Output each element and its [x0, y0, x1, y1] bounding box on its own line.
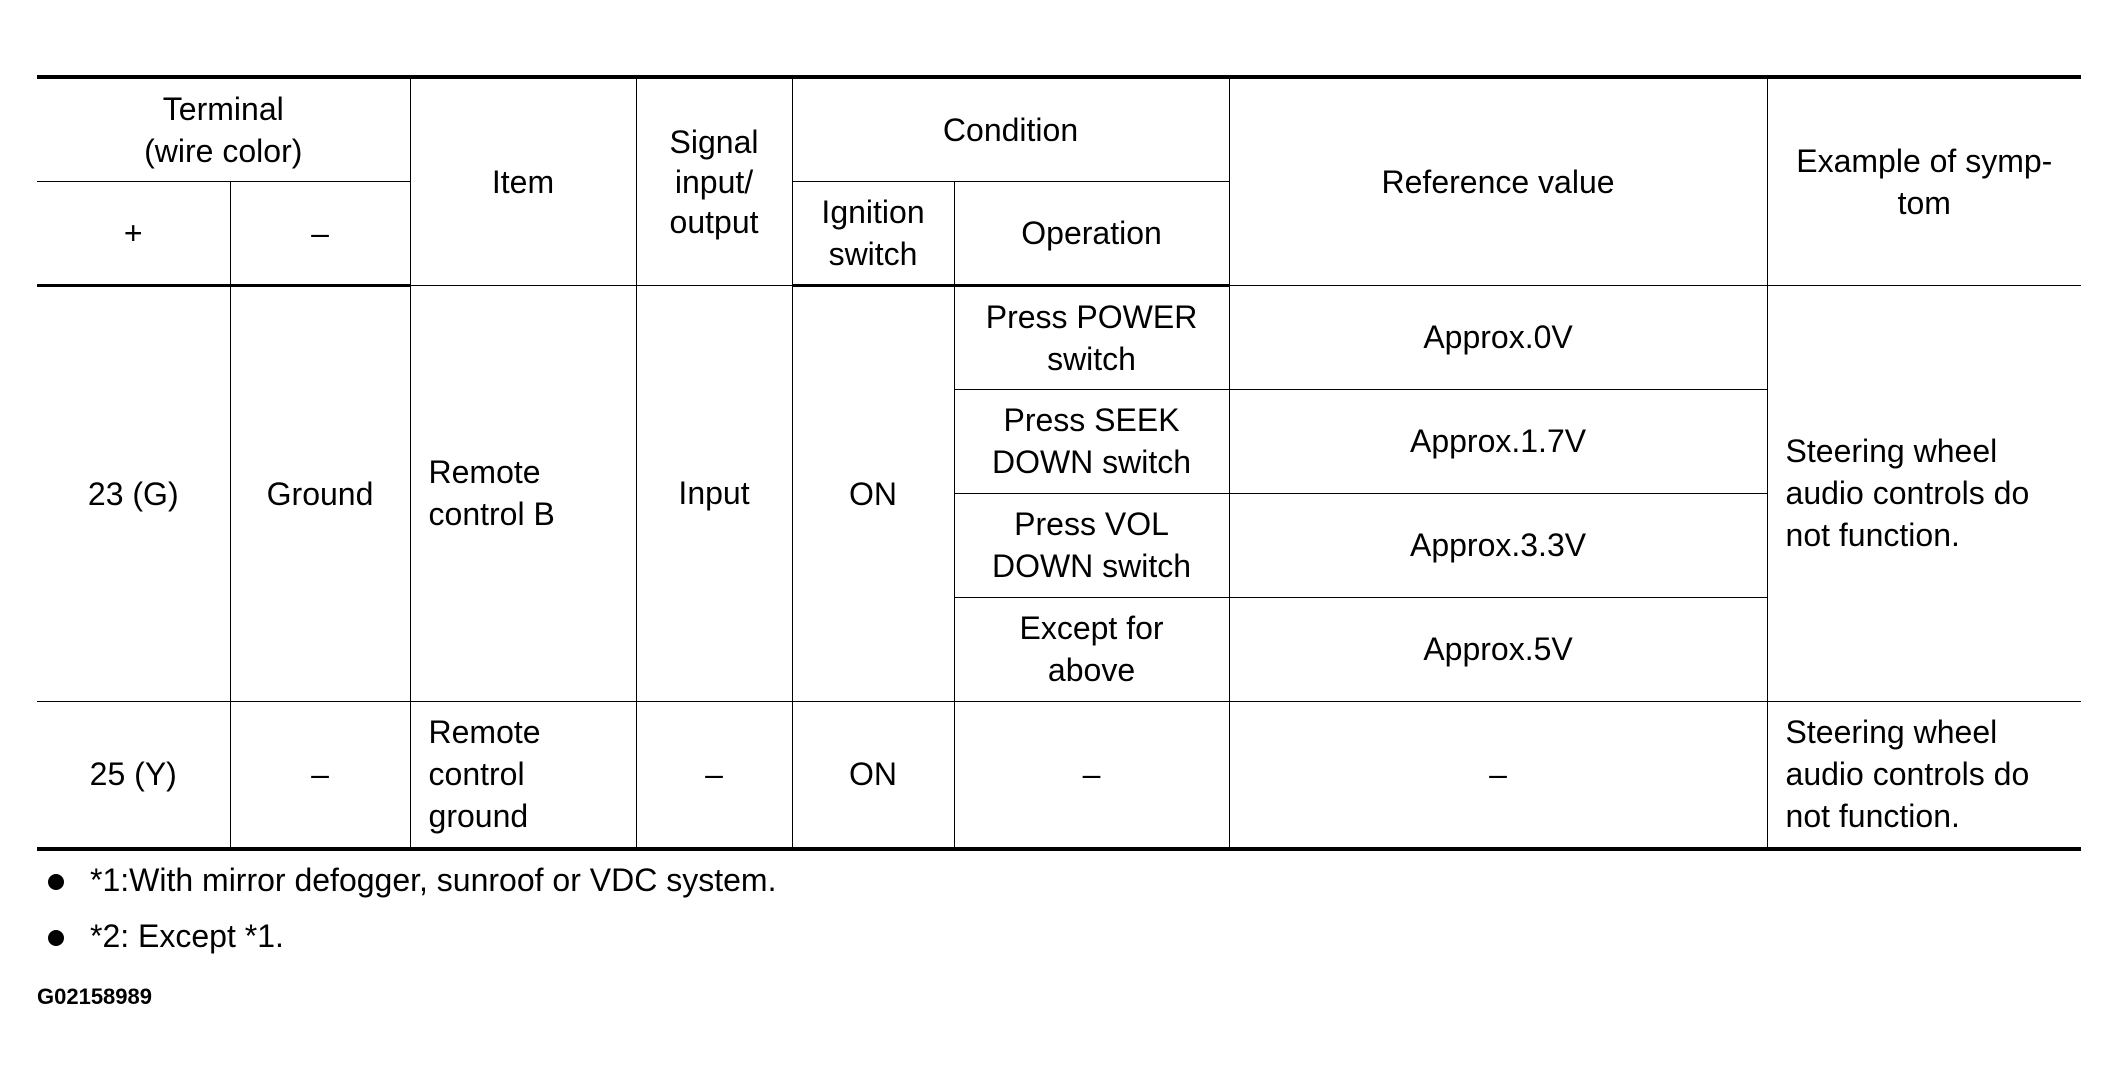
bullet-icon	[48, 874, 64, 890]
operation-cell: Except for above	[954, 597, 1229, 701]
header-condition: Condition	[792, 77, 1229, 181]
ignition-cell: ON	[792, 701, 954, 849]
table-row	[37, 285, 2081, 389]
item-cell: Remote control B	[410, 285, 636, 701]
header-ignition-switch: Ignition switch	[792, 181, 954, 285]
terminal-minus-cell: –	[230, 701, 410, 849]
signal-cell: –	[636, 701, 792, 849]
operation-cell: Press SEEK DOWN switch	[954, 389, 1229, 493]
header-signal: Signal input/ output	[636, 77, 792, 285]
signal-cell: Input	[636, 285, 792, 701]
terminal-reference-table	[37, 75, 2081, 851]
operation-cell: Press POWER switch	[954, 285, 1229, 389]
footnote-text: *2: Except *1.	[90, 918, 284, 954]
header-item: Item	[410, 77, 636, 285]
ignition-cell: ON	[792, 285, 954, 701]
figure-id: G02158989	[37, 984, 152, 1009]
symptom-cell: Steering wheel audio controls do not function.	[1767, 285, 2081, 701]
reference-value-cell: Approx.3.3V	[1229, 493, 1767, 597]
header-minus: –	[230, 181, 410, 285]
operation-cell: –	[954, 701, 1229, 849]
header-operation: Operation	[954, 181, 1229, 285]
header-example-of-symptom: Example of symp- tom	[1767, 77, 2081, 285]
reference-value-cell: –	[1229, 701, 1767, 849]
footnote-text: *1:With mirror defogger, sunroof or VDC system.	[90, 862, 777, 898]
reference-value-cell: Approx.5V	[1229, 597, 1767, 701]
table-row	[37, 701, 2081, 849]
header-terminal: Terminal (wire color)	[37, 77, 410, 181]
item-cell: Remote control ground	[410, 701, 636, 849]
symptom-cell: Steering wheel audio controls do not function.	[1767, 701, 2081, 849]
terminal-minus-cell: Ground	[230, 285, 410, 701]
terminal-plus-cell: 23 (G)	[37, 285, 230, 701]
terminal-plus-cell: 25 (Y)	[37, 701, 230, 849]
header-reference-value: Reference value	[1229, 77, 1767, 285]
reference-value-cell: Approx.1.7V	[1229, 389, 1767, 493]
reference-value-cell: Approx.0V	[1229, 285, 1767, 389]
header-plus: +	[37, 181, 230, 285]
bullet-icon	[48, 930, 64, 946]
operation-cell: Press VOL DOWN switch	[954, 493, 1229, 597]
